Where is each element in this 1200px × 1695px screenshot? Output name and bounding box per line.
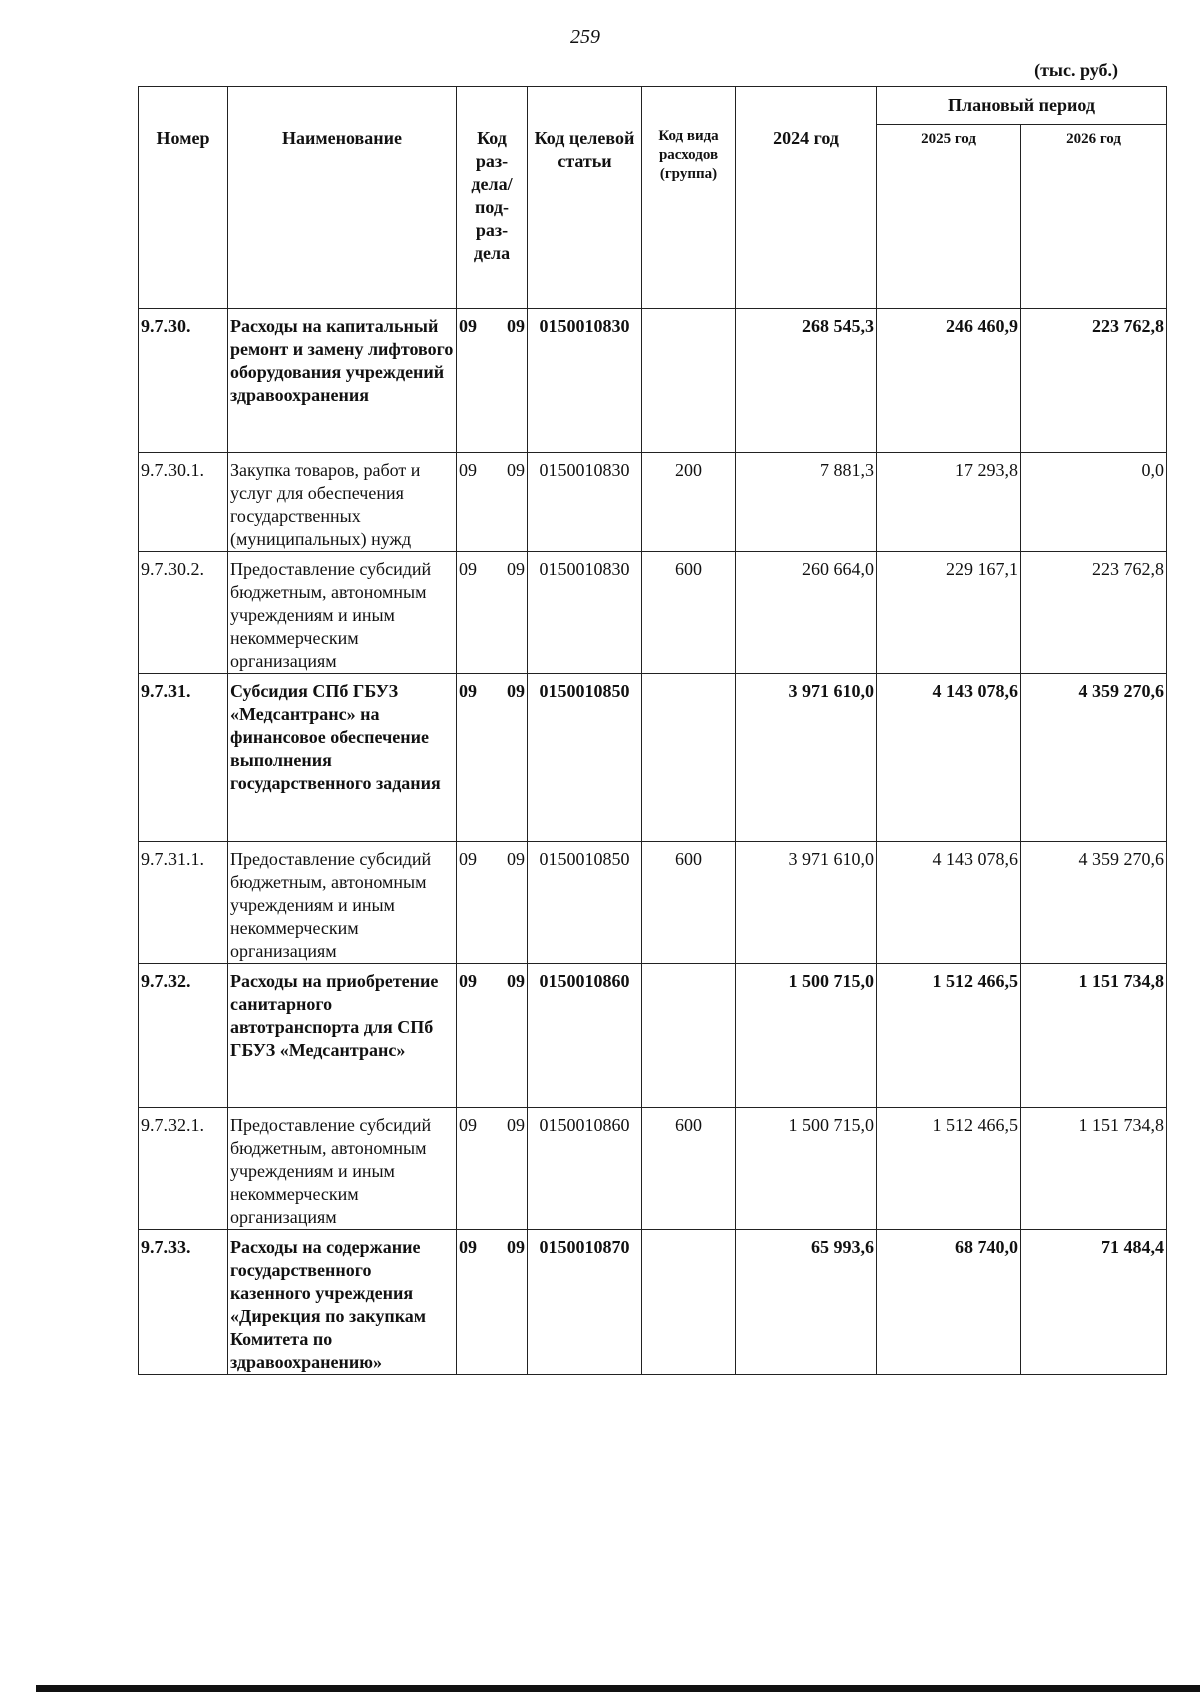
subsection-code: 09	[507, 1115, 525, 1135]
footer-scan-edge	[36, 1685, 1200, 1692]
subsection-code: 09	[507, 559, 525, 579]
page-number: 259	[570, 26, 600, 48]
row-target-code-cell: 0150010870	[528, 1230, 642, 1375]
row-section-code-cell	[457, 674, 528, 842]
subsection-code: 09	[507, 460, 525, 480]
subsection-code: 09	[507, 316, 525, 336]
unit-label: (тыс. руб.)	[1034, 60, 1118, 80]
budget-table-body	[139, 309, 1167, 1375]
row-value-2025-cell: 229 167,1	[877, 552, 1021, 674]
subsection-code: 09	[507, 681, 525, 701]
row-number-cell: 9.7.32.1.	[139, 1108, 228, 1230]
header-target-code: Код целевой статьи	[528, 87, 642, 309]
header-year-2026: 2026 год	[1021, 125, 1167, 309]
row-value-2025-cell: 1 512 466,5	[877, 1108, 1021, 1230]
row-value-2024-cell: 65 993,6	[736, 1230, 877, 1375]
row-expense-type-cell: 600	[642, 1108, 736, 1230]
row-section-code-cell	[457, 964, 528, 1108]
row-number-cell: 9.7.30.	[139, 309, 228, 453]
row-name-cell: Предоставление субсидий бюджетным, автономным учреждениям и иным некоммерческим организациям	[228, 842, 457, 964]
table-row	[139, 842, 1167, 964]
row-value-2025-cell: 246 460,9	[877, 309, 1021, 453]
row-value-2026-cell: 1 151 734,8	[1021, 964, 1167, 1108]
section-code: 09	[459, 1115, 477, 1135]
row-expense-type-cell: 600	[642, 842, 736, 964]
table-row	[139, 453, 1167, 552]
row-name-cell: Расходы на содержание государственного казенного учреждения «Дирекция по закупкам Комитета по здравоохранению»	[228, 1230, 457, 1375]
row-number-cell: 9.7.30.1.	[139, 453, 228, 552]
section-code: 09	[459, 849, 477, 869]
row-expense-type-cell	[642, 674, 736, 842]
table-row	[139, 309, 1167, 453]
row-value-2026-cell: 0,0	[1021, 453, 1167, 552]
section-code: 09	[459, 559, 477, 579]
row-target-code-cell: 0150010850	[528, 842, 642, 964]
subsection-code: 09	[507, 849, 525, 869]
row-name-cell: Закупка товаров, работ и услуг для обеспечения государственных (муниципальных) нужд	[228, 453, 457, 552]
row-value-2024-cell: 7 881,3	[736, 453, 877, 552]
row-section-code-cell	[457, 1230, 528, 1375]
row-value-2025-cell: 68 740,0	[877, 1230, 1021, 1375]
row-section-code-cell	[457, 453, 528, 552]
header-name: Наименование	[228, 87, 457, 309]
row-number-cell: 9.7.33.	[139, 1230, 228, 1375]
row-expense-type-cell	[642, 309, 736, 453]
row-value-2024-cell: 3 971 610,0	[736, 674, 877, 842]
row-section-code-cell	[457, 1108, 528, 1230]
section-code: 09	[459, 681, 477, 701]
row-value-2025-cell: 4 143 078,6	[877, 674, 1021, 842]
row-name-cell: Расходы на капитальный ремонт и замену лифтового оборудования учреждений здравоохранения	[228, 309, 457, 453]
row-expense-type-cell: 200	[642, 453, 736, 552]
row-section-code-cell	[457, 552, 528, 674]
row-expense-type-cell	[642, 1230, 736, 1375]
table-row	[139, 964, 1167, 1108]
row-expense-type-cell	[642, 964, 736, 1108]
header-planned-period: Плановый период	[877, 87, 1167, 125]
row-value-2024-cell: 260 664,0	[736, 552, 877, 674]
row-value-2025-cell: 17 293,8	[877, 453, 1021, 552]
row-section-code-cell	[457, 309, 528, 453]
row-number-cell: 9.7.32.	[139, 964, 228, 1108]
subsection-code: 09	[507, 971, 525, 991]
row-value-2026-cell: 223 762,8	[1021, 552, 1167, 674]
table-row	[139, 1230, 1167, 1375]
section-code: 09	[459, 460, 477, 480]
header-year-2025: 2025 год	[877, 125, 1021, 309]
row-target-code-cell: 0150010830	[528, 309, 642, 453]
row-value-2026-cell: 1 151 734,8	[1021, 1108, 1167, 1230]
row-name-cell: Предоставление субсидий бюджетным, автономным учреждениям и иным некоммерческим организациям	[228, 1108, 457, 1230]
subsection-code: 09	[507, 1237, 525, 1257]
row-target-code-cell: 0150010830	[528, 552, 642, 674]
header-number: Номер	[139, 87, 228, 309]
section-code: 09	[459, 1237, 477, 1257]
row-name-cell: Предоставление субсидий бюджетным, автономным учреждениям и иным некоммерческим организациям	[228, 552, 457, 674]
row-expense-type-cell: 600	[642, 552, 736, 674]
row-number-cell: 9.7.31.1.	[139, 842, 228, 964]
row-value-2026-cell: 4 359 270,6	[1021, 842, 1167, 964]
row-target-code-cell: 0150010860	[528, 964, 642, 1108]
table-row	[139, 1108, 1167, 1230]
row-target-code-cell: 0150010850	[528, 674, 642, 842]
row-name-cell: Расходы на приобретение санитарного автотранспорта для СПб ГБУЗ «Медсантранс»	[228, 964, 457, 1108]
row-value-2024-cell: 268 545,3	[736, 309, 877, 453]
header-year-2024: 2024 год	[736, 87, 877, 309]
row-value-2026-cell: 4 359 270,6	[1021, 674, 1167, 842]
row-name-cell: Субсидия СПб ГБУЗ «Медсантранс» на финансовое обеспечение выполнения государственного задания	[228, 674, 457, 842]
row-number-cell: 9.7.31.	[139, 674, 228, 842]
row-target-code-cell: 0150010860	[528, 1108, 642, 1230]
row-value-2026-cell: 71 484,4	[1021, 1230, 1167, 1375]
header-section-code: Код раз-дела/ под-раз-дела	[457, 87, 528, 309]
section-code: 09	[459, 316, 477, 336]
row-number-cell: 9.7.30.2.	[139, 552, 228, 674]
table-row	[139, 674, 1167, 842]
row-value-2024-cell: 3 971 610,0	[736, 842, 877, 964]
row-value-2025-cell: 4 143 078,6	[877, 842, 1021, 964]
row-value-2025-cell: 1 512 466,5	[877, 964, 1021, 1108]
row-section-code-cell	[457, 842, 528, 964]
row-value-2026-cell: 223 762,8	[1021, 309, 1167, 453]
row-value-2024-cell: 1 500 715,0	[736, 1108, 877, 1230]
header-expense-type: Код вида расходов (группа)	[642, 87, 736, 309]
table-row	[139, 552, 1167, 674]
section-code: 09	[459, 971, 477, 991]
row-value-2024-cell: 1 500 715,0	[736, 964, 877, 1108]
budget-table	[138, 86, 1167, 1375]
row-target-code-cell: 0150010830	[528, 453, 642, 552]
